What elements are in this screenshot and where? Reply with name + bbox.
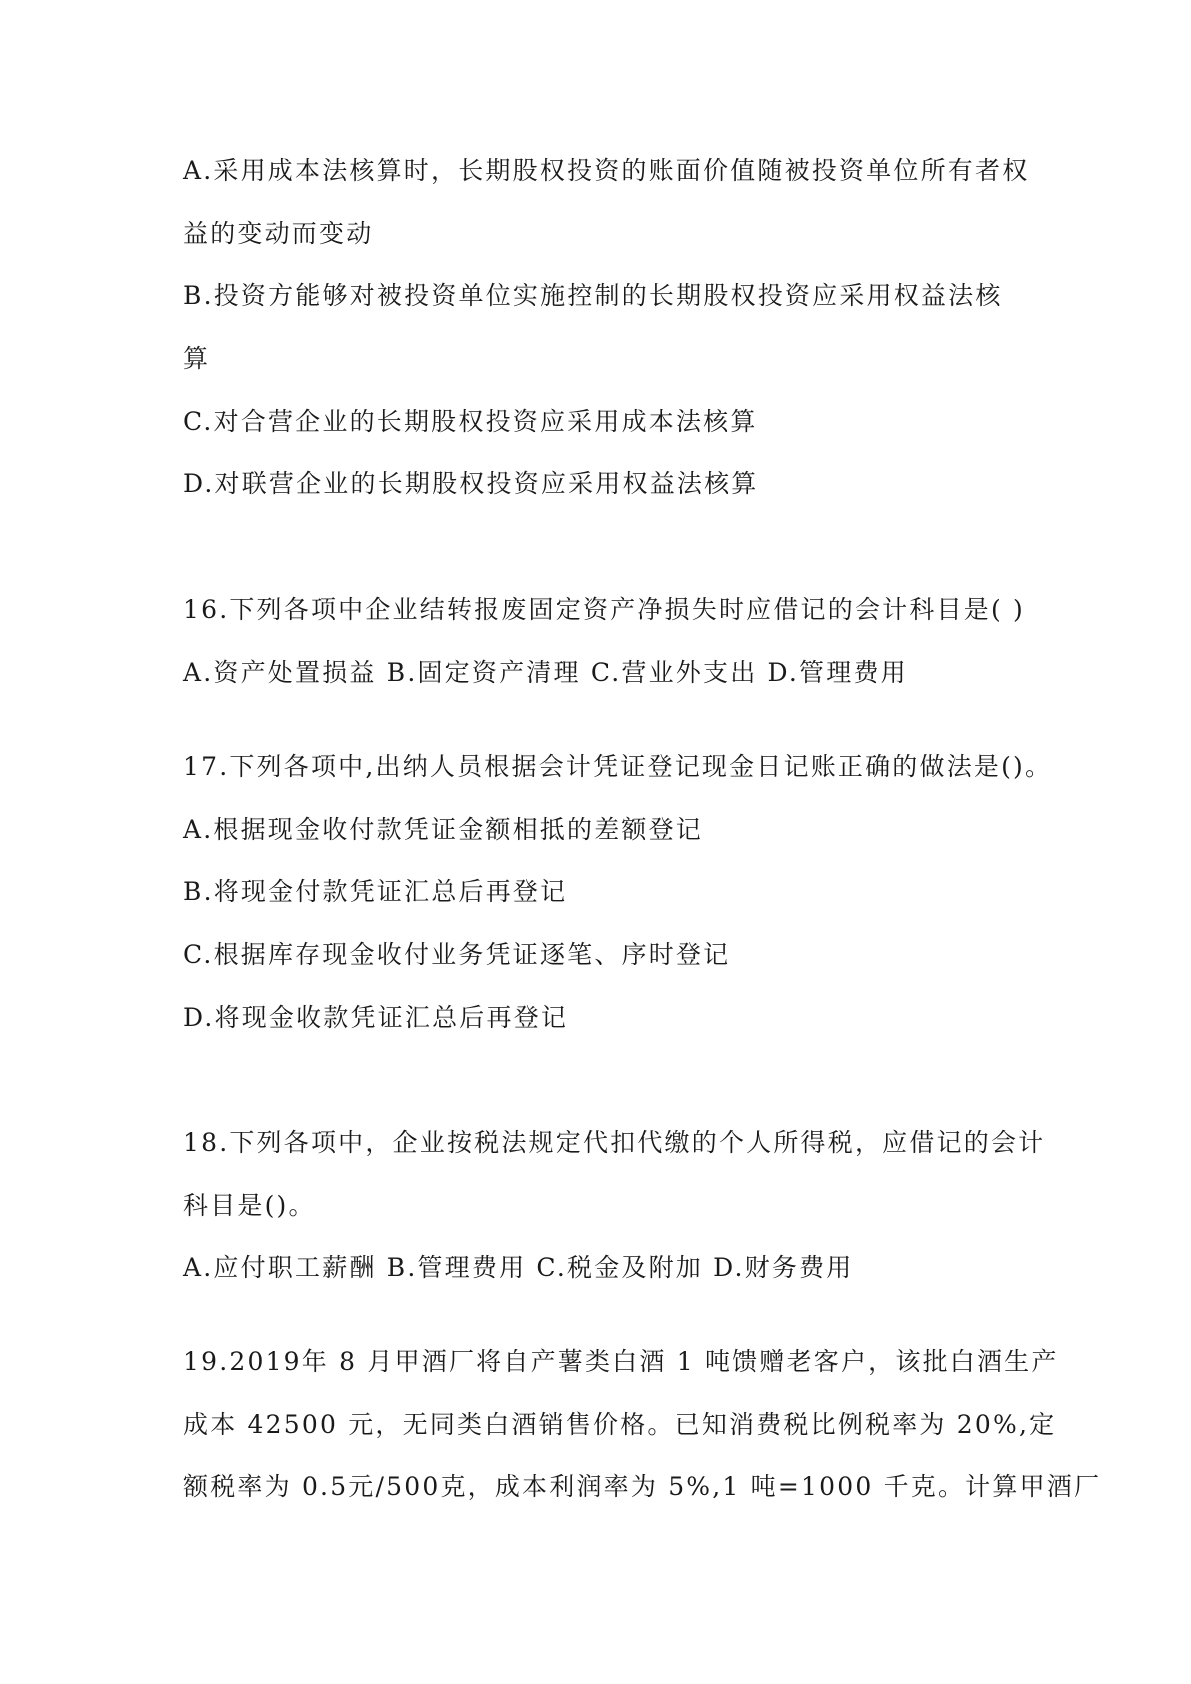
q17-question: 17.下列各项中,出纳人员根据会计凭证登记现金日记账正确的做法是()。: [183, 752, 1053, 781]
q18-question-line1: 18.下列各项中，企业按税法规定代扣代缴的个人所得税，应借记的会计: [183, 1128, 1046, 1157]
q17-option-c: C.根据库存现金收付业务凭证逐笔、序时登记: [183, 940, 731, 969]
q17-option-a: A.根据现金收付款凭证金额相抵的差额登记: [183, 815, 704, 844]
q16-question: 16.下列各项中企业结转报废固定资产净损失时应借记的会计科目是( ): [183, 595, 1026, 624]
q17-option-b: B.将现金付款凭证汇总后再登记: [183, 877, 568, 906]
q19-question-line3: 额税率为 0.5元/500克，成本利润率为 5%,1 吨=1000 千克。计算甲酒厂: [183, 1472, 1102, 1501]
q18-question-line2: 科目是()。: [183, 1191, 316, 1220]
q15-option-b-line2: 算: [183, 344, 211, 373]
q19-question-line1: 19.2019年 8 月甲酒厂将自产薯类白酒 1 吨馈赠老客户，该批白酒生产: [183, 1347, 1059, 1376]
q15-option-a-line2: 益的变动而变动: [183, 219, 374, 248]
q17-option-d: D.将现金收款凭证汇总后再登记: [183, 1003, 569, 1032]
q15-option-d: D.对联营企业的长期股权投资应采用权益法核算: [183, 469, 759, 498]
q15-option-a-line1: A.采用成本法核算时，长期股权投资的账面价值随被投资单位所有者权: [183, 156, 1030, 185]
q15-option-b-line1: B.投资方能够对被投资单位实施控制的长期股权投资应采用权益法核: [183, 281, 1003, 310]
q16-options: A.资产处置损益 B.固定资产清理 C.营业外支出 D.管理费用: [183, 658, 908, 687]
q15-option-c: C.对合营企业的长期股权投资应采用成本法核算: [183, 407, 758, 436]
q18-options: A.应付职工薪酬 B.管理费用 C.税金及附加 D.财务费用: [183, 1253, 854, 1282]
q19-question-line2: 成本 42500 元，无同类白酒销售价格。已知消费税比例税率为 20%,定: [183, 1410, 1057, 1439]
